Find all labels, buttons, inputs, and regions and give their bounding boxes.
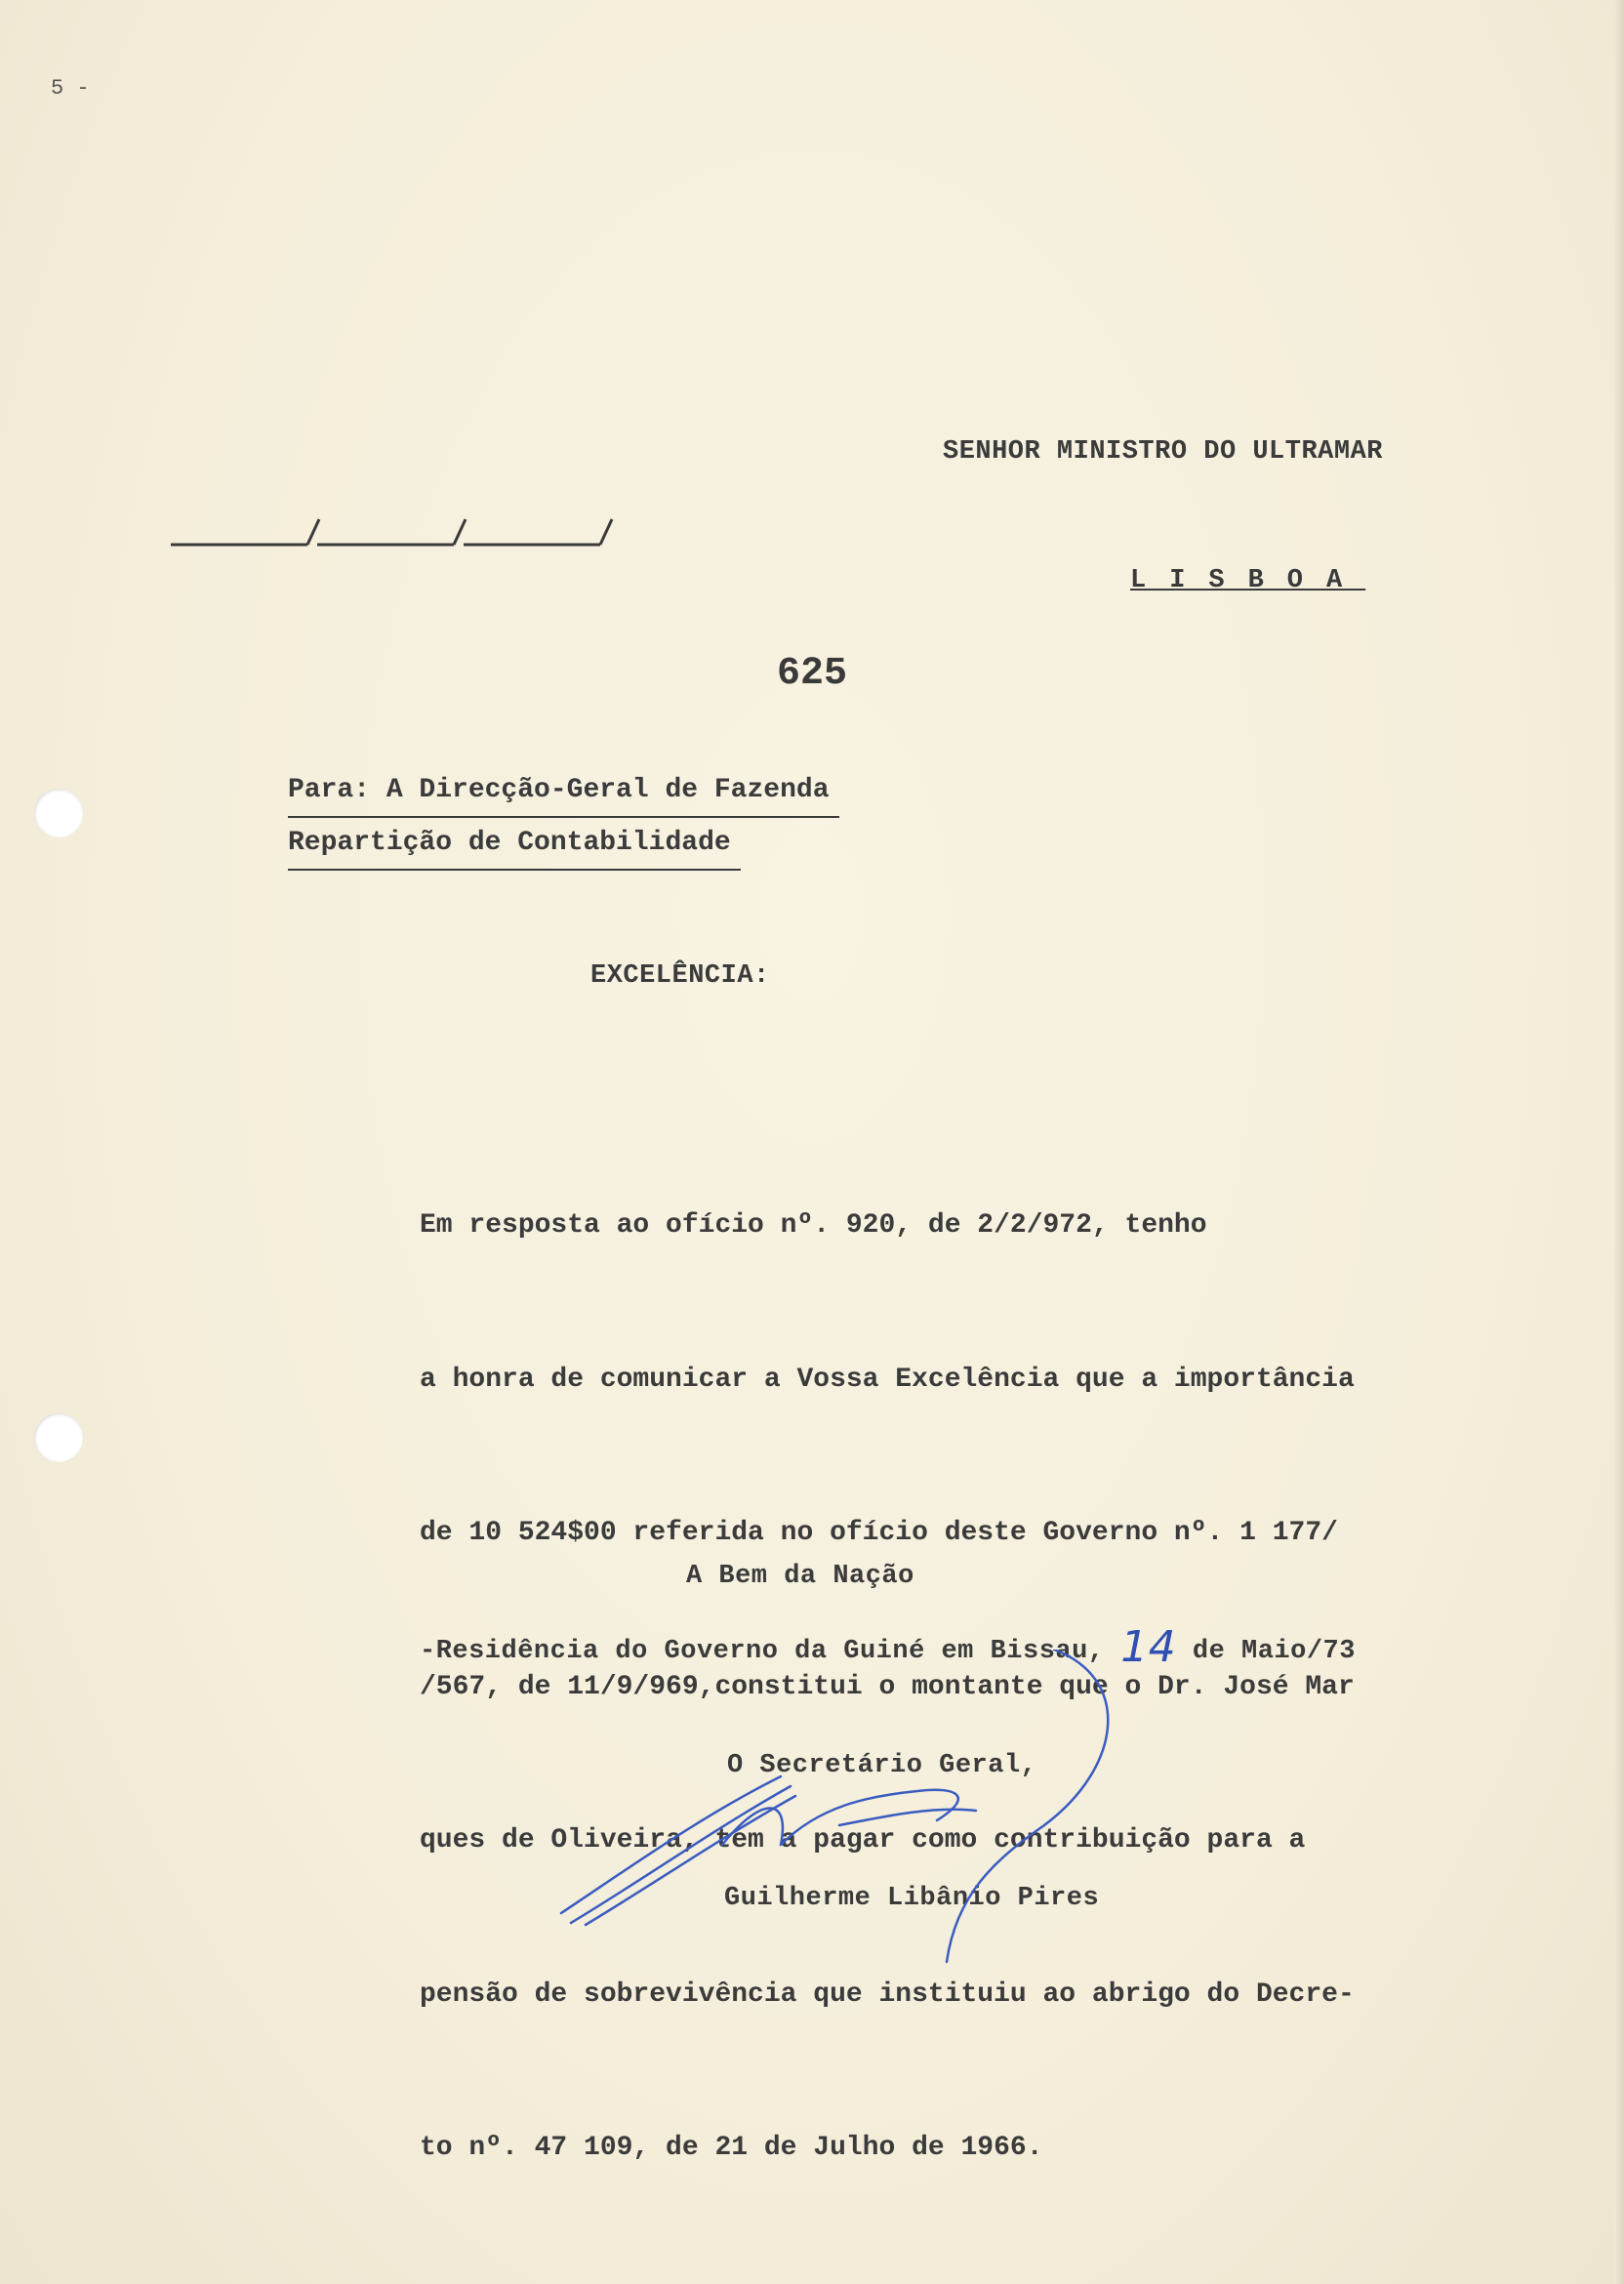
body-line: pensão de sobrevivência que instituiu ao abrigo do Decre- xyxy=(420,1978,1355,2010)
body-line: ques de Oliveira, tem a pagar como contribuição para a xyxy=(420,1825,1306,1856)
signer-name: Guilherme Libânio Pires xyxy=(724,1884,1100,1913)
recipient-line: Para: A Direcção-Geral de Fazenda xyxy=(288,765,839,818)
paper-edge xyxy=(1614,0,1624,2284)
signature-icon xyxy=(547,1650,1152,1972)
body-line: /567, de 11/9/969,constitui o montante que o Dr. José Mar xyxy=(420,1671,1355,1702)
corner-mark: 5 - xyxy=(51,76,90,101)
punch-hole-icon xyxy=(34,789,83,837)
body-line: de 10 524$00 referida no ofício deste Governo nº. 1 177/ xyxy=(420,1518,1338,1548)
closing-formula: A Bem da Nação xyxy=(686,1562,914,1591)
addressee: SENHOR MINISTRO DO ULTRAMAR xyxy=(943,437,1383,467)
city: LISBOA xyxy=(1130,566,1366,595)
dateline-day: 14 xyxy=(1120,1622,1177,1672)
punch-hole-icon xyxy=(34,1413,83,1462)
body-line: Em resposta ao ofício nº. 920, de 2/2/972, tenho xyxy=(420,1210,1207,1241)
reference-number: 625 xyxy=(777,652,848,696)
signer-title: O Secretário Geral, xyxy=(727,1751,1037,1780)
body-line: to nº. 47 109, de 21 de Julho de 1966. xyxy=(420,2133,1043,2163)
salutation: EXCELÊNCIA: xyxy=(590,961,770,991)
dateline-suffix: de Maio/73 xyxy=(1192,1637,1356,1666)
body-line: a honra de comunicar a Vossa Excelência que a importância xyxy=(420,1364,1355,1395)
dateline-prefix: -Residência do Governo da Guiné em Bissau, xyxy=(420,1637,1105,1666)
recipient-line: Repartição de Contabilidade xyxy=(288,818,741,871)
recipient-block xyxy=(288,765,839,871)
reference-blank-lines xyxy=(171,517,616,547)
